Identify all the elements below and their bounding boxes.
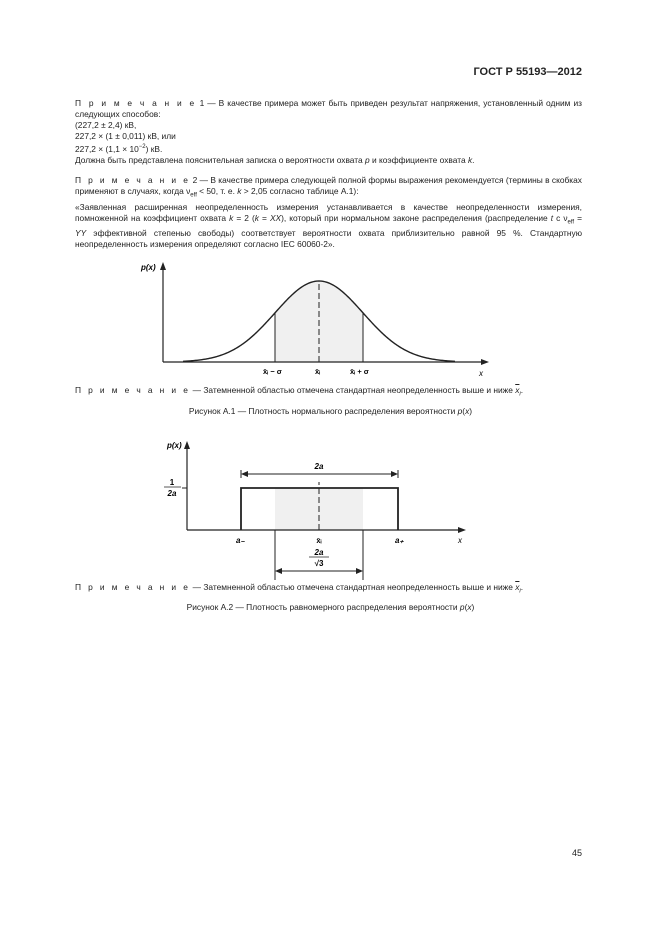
note-1-value-c: $227,2 \times (1,1 \times 10^{-2})$ кВ. bbox=[75, 143, 163, 154]
figure-2-note: П р и м е ч а н и е — Затемненной областью отмечена стандартная неопределенность выше и ниже $\overline{x}_i$. bbox=[75, 582, 524, 595]
y-axis-arrow-uniform bbox=[184, 441, 190, 449]
x-axis-label: x bbox=[479, 369, 483, 378]
tick-mean-minus-sigma: x̄ᵢ − σ bbox=[263, 367, 282, 376]
y-axis-label-uniform: p(x) bbox=[167, 441, 182, 450]
note-1-value-a: (227,2 ± 2,4) кВ, bbox=[75, 120, 137, 130]
a-minus-label: a₋ bbox=[236, 536, 245, 545]
a-plus-label: a₊ bbox=[395, 536, 404, 545]
x-axis-label-uniform: x bbox=[458, 536, 462, 545]
sigma-arrow-right bbox=[356, 568, 363, 574]
document-id: ГОСТ Р 55193—2012 bbox=[473, 66, 582, 78]
width-arrow-left bbox=[241, 471, 248, 477]
x-axis-arrow-uniform bbox=[458, 527, 466, 533]
y-axis-label: p(x) bbox=[141, 263, 156, 272]
level-denominator: 2a bbox=[167, 489, 177, 498]
note-2-lead: П р и м е ч а н и е 2 — В качестве примера следующей полной формы выражения рекомендуется (термины в скобках применяют в случаях, когда $\nu_{eff} < 50$, т. е. k > 2,05 согласно таблице А.1): bbox=[75, 175, 582, 199]
tick-mean-uniform: x̄ᵢ bbox=[316, 536, 322, 545]
figure-1-note: П р и м е ч а н и е — Затемненной областью отмечена стандартная неопределенность выше и ниже $\overline{x}_i$. bbox=[75, 385, 524, 398]
sigma-arrow-left bbox=[275, 568, 282, 574]
tick-mean-plus-sigma: x̄ᵢ + σ bbox=[350, 367, 369, 376]
width-arrow-right bbox=[391, 471, 398, 477]
level-numerator: 1 bbox=[169, 478, 175, 487]
note-1-closing: Должна быть представлена пояснительная записка о вероятности охвата p и коэффициенте охвата k. bbox=[75, 154, 475, 165]
y-axis-arrow bbox=[160, 262, 166, 270]
note-2-quote: «Заявленная расширенная неопределенность измерения устанавливается в качестве неопределенности измерения, помноженной на коэффициент охвата k = 2 (k = XX), который при нормальном законе распределения (распределение t с $\nu_{eff}$ = YY эффективной степенью свободы) соответствует вероятности охвата приблизительно равной 95 %. Стандартную неопределенность измерения определяют согласно IEC 60060-2». bbox=[75, 201, 583, 250]
note-1-lead: П р и м е ч а н и е 1 — В качестве примера может быть приведен результат напряжения, установленный одним из следующих способов: bbox=[75, 98, 582, 119]
width-label: 2a bbox=[314, 462, 324, 471]
figure-2-caption: Рисунок А.2 — Плотность равномерного распределения вероятности p(x) bbox=[186, 602, 475, 612]
sigma-numerator: 2a bbox=[314, 548, 324, 557]
page-number: 45 bbox=[571, 848, 582, 858]
figure-1-caption: Рисунок А.1 — Плотность нормального распределения вероятности p(x) bbox=[188, 406, 473, 416]
x-axis-arrow bbox=[481, 359, 489, 365]
tick-mean: x̄ᵢ bbox=[315, 367, 321, 376]
sigma-denominator: √3 bbox=[314, 559, 324, 568]
note-1-value-b: 227,2 × (1 ± 0,011) кВ, или bbox=[75, 131, 176, 141]
